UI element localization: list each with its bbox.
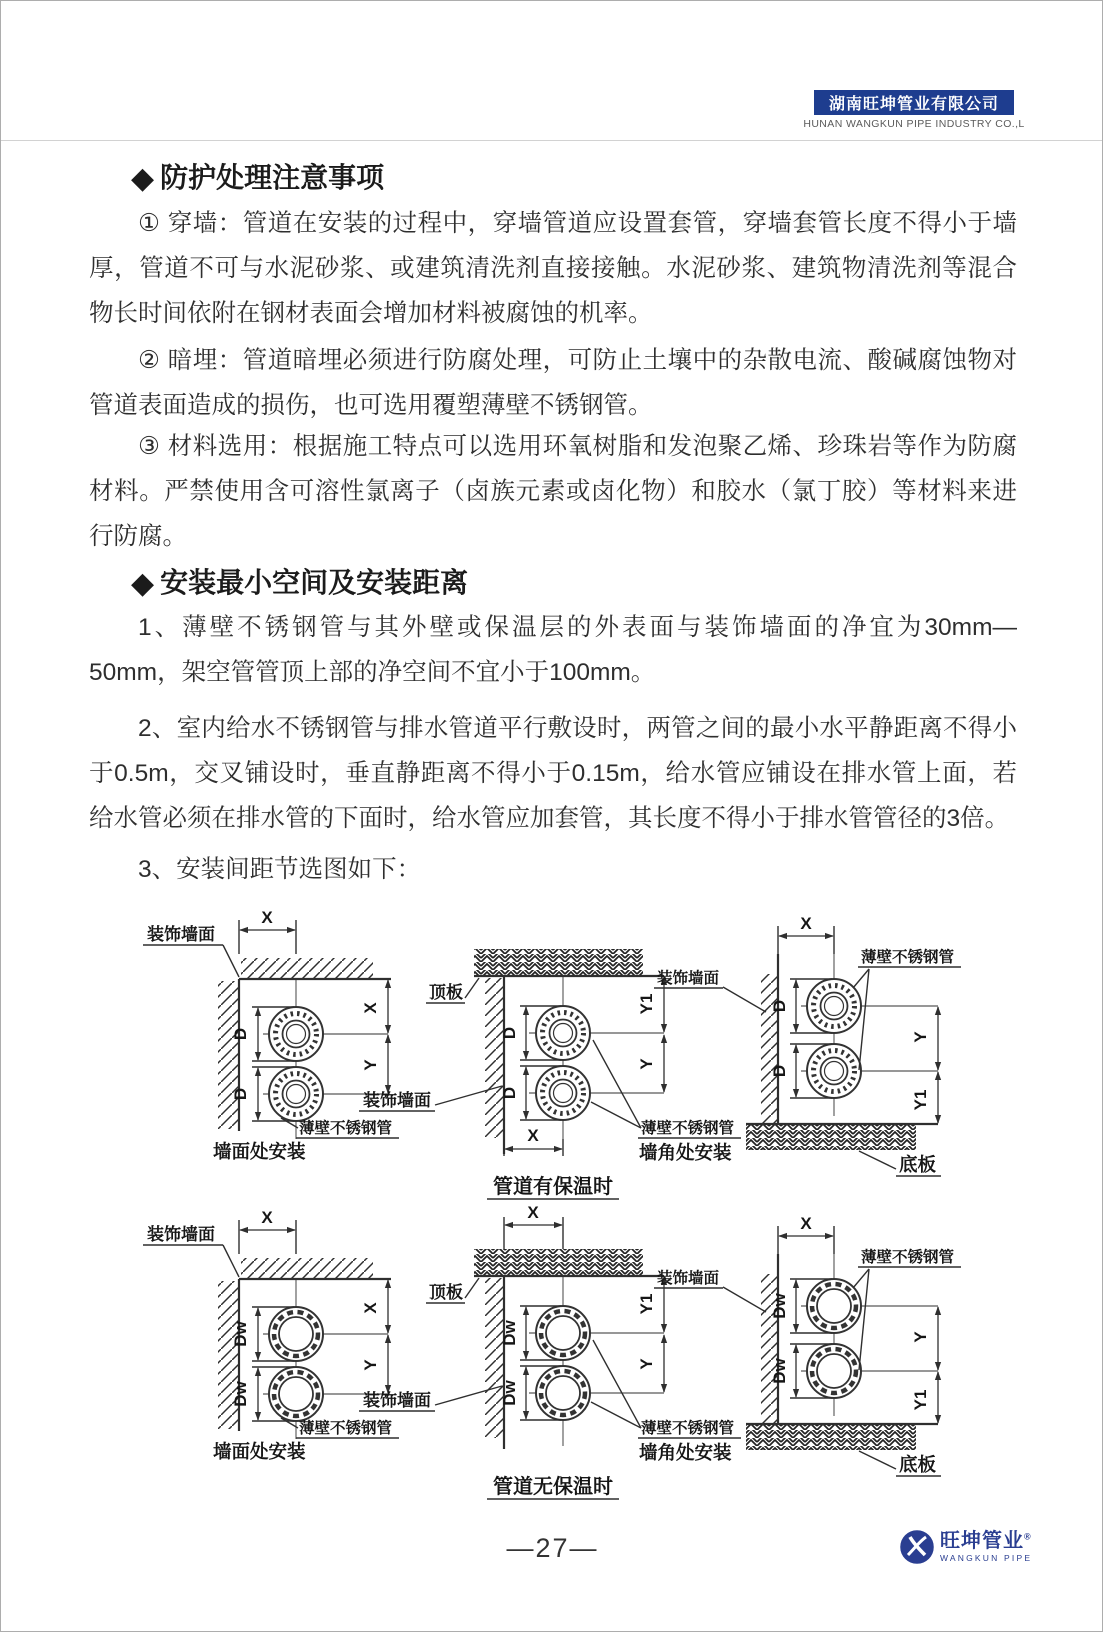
dim-label-dw: Dw xyxy=(770,1293,789,1319)
wall-hatch-left xyxy=(485,1278,504,1438)
bottom-plate-hatch xyxy=(746,1425,916,1450)
paragraph-clearance: 1、薄壁不锈钢管与其外壁或保温层的外表面与装饰墙面的净宜为30mm—50mm，架空管管顶上部的净空间不宜小于100mm。 xyxy=(89,614,1017,686)
dim-label-d: D xyxy=(770,1064,789,1078)
dim-label-y1: Y1 xyxy=(911,1389,930,1411)
dim-label-dw: Dw xyxy=(231,1321,250,1347)
caption-wall-install: 墙面处安装 xyxy=(213,1141,306,1162)
insulated-pipe xyxy=(269,1007,323,1061)
decor-wall-label: 装饰墙面 xyxy=(147,1225,215,1244)
dim-label-x: X xyxy=(800,1214,812,1233)
page-number: —27— xyxy=(506,1533,599,1563)
wall-hatch-left xyxy=(218,981,239,1129)
dim-label-dw: Dw xyxy=(500,1320,519,1346)
diamond-bullet: ◆ xyxy=(131,567,155,600)
dim-label-y: Y xyxy=(637,1058,656,1070)
dim-label-x: X xyxy=(261,1208,273,1227)
caption-corner-install: 墙角处安装 xyxy=(639,1442,732,1463)
pipe-label: 薄壁不锈钢管 xyxy=(861,1249,955,1266)
decor-wall-label: 装饰墙面 xyxy=(657,970,720,987)
paragraph-wall-crossing: ① 穿墙：管道在安装的过程中，穿墙管道应设置套管，穿墙套管长度不得小于墙厚，管道不可与水泥砂浆、或建筑清洗剂直接接触。水泥砂浆、建筑物清洗剂等混合物长时间依附在钢材表面会增加材料被腐蚀的机率。 xyxy=(89,210,1017,327)
dim-label-y: Y xyxy=(361,1059,380,1071)
bare-pipe xyxy=(269,1367,323,1421)
dim-label-dw: Dw xyxy=(500,1380,519,1406)
diamond-bullet: ◆ xyxy=(131,162,155,195)
pipe-label: 薄壁不锈钢管 xyxy=(299,1120,393,1137)
section-title-text: 防护处理注意事项 xyxy=(160,162,385,193)
bare-pipe xyxy=(536,1306,590,1360)
pipe-label: 薄壁不锈钢管 xyxy=(299,1420,393,1437)
paragraph-buried: ② 暗埋：管道暗埋必须进行防腐处理，可防止土壤中的杂散电流、酸碱腐蚀物对管道表面造成的损伤，也可选用覆塑薄壁不锈钢管。 xyxy=(89,347,1017,419)
decor-wall-label: 装饰墙面 xyxy=(657,1270,720,1287)
wall-hatch-top xyxy=(241,958,373,979)
registered-mark: ® xyxy=(1024,1531,1032,1542)
paragraph-material: ③ 材料选用：根据施工特点可以选用环氧树脂和发泡聚乙烯、珍珠岩等作为防腐材料。严禁使用含可溶性氯离子（卤族元素或卤化物）和胶水（氯丁胶）等材料来进行防腐。 xyxy=(89,433,1017,550)
row-caption-uninsulated: 管道无保温时 xyxy=(493,1476,613,1498)
dim-label-d: D xyxy=(231,1087,250,1101)
wall-hatch-left xyxy=(485,978,504,1138)
dim-label-d: D xyxy=(231,1027,250,1041)
wall-hatch-top xyxy=(241,1258,373,1279)
pipe-label: 薄壁不锈钢管 xyxy=(641,1420,735,1437)
dim-label-x: X xyxy=(361,1002,380,1014)
decor-wall-label: 装饰墙面 xyxy=(147,925,215,944)
header-divider xyxy=(1,140,1103,141)
decor-wall-label: 装饰墙面 xyxy=(363,1091,431,1110)
dim-label-y: Y xyxy=(361,1359,380,1371)
top-plate-label: 顶板 xyxy=(429,983,463,1002)
dim-label-y1: Y1 xyxy=(911,1089,930,1111)
bottom-plate-hatch xyxy=(746,1125,916,1150)
bottom-plate-label: 底板 xyxy=(899,1454,937,1475)
bottom-plate-label: 底板 xyxy=(899,1154,937,1175)
dim-label-dw: Dw xyxy=(231,1381,250,1407)
insulated-pipe xyxy=(536,1066,590,1120)
bare-pipe xyxy=(269,1307,323,1361)
top-plate-label: 顶板 xyxy=(429,1283,463,1302)
caption-corner-install: 墙角处安装 xyxy=(639,1142,732,1163)
dim-label-d: D xyxy=(500,1026,519,1040)
caption-wall-install: 墙面处安装 xyxy=(213,1441,306,1462)
dim-label-x: X xyxy=(261,908,273,927)
company-name-en: HUNAN WANGKUN PIPE INDUSTRY CO.,L xyxy=(803,118,1025,130)
insulated-pipe xyxy=(807,1044,861,1098)
pipe-label: 薄壁不锈钢管 xyxy=(861,949,955,966)
paragraph-spacing: 2、室内给水不锈钢管与排水管道平行敷设时，两管之间的最小水平静距离不得小于0.5m，交叉铺设时，垂直静距离不得小于0.15m，给水管应铺设在排水管上面，若给水管必须在排水管的下面时，给水管应加套管，其长度不得小于排水管管径的3倍。 xyxy=(89,715,1017,832)
pipe-label: 薄壁不锈钢管 xyxy=(641,1120,735,1137)
logo-name-en: WANGKUN PIPE xyxy=(940,1553,1033,1564)
diagram-row-uninsulated xyxy=(1,1206,1103,1506)
wall-mount-diagram xyxy=(143,1208,399,1462)
insulated-pipe xyxy=(269,1067,323,1121)
wall-mount-diagram xyxy=(143,908,399,1162)
diagram-row-insulated xyxy=(1,906,1103,1206)
dim-label-dw: Dw xyxy=(770,1358,789,1384)
logo-name-cn: 旺坤管业® xyxy=(940,1530,1032,1553)
company-banner: 湖南旺坤管业有限公司 xyxy=(814,90,1014,115)
dim-label-x: X xyxy=(361,1302,380,1314)
dim-label-y1: Y1 xyxy=(637,993,656,1015)
corner-mount-diagram xyxy=(359,1206,741,1463)
section-title-protection xyxy=(131,156,384,196)
dim-label-d: D xyxy=(500,1086,519,1100)
dim-label-y: Y xyxy=(911,1331,930,1343)
logo-emblem-icon xyxy=(899,1529,935,1565)
dim-label-y: Y xyxy=(637,1358,656,1370)
dim-label-x: X xyxy=(527,1126,539,1145)
wall-hatch-left xyxy=(761,974,778,1124)
dim-label-y1: Y1 xyxy=(637,1293,656,1315)
dim-label-y: Y xyxy=(911,1031,930,1043)
insulated-pipe xyxy=(536,1006,590,1060)
section-title-install-space xyxy=(131,561,468,601)
top-plate-hatch xyxy=(474,1249,643,1276)
top-plate-hatch xyxy=(474,949,643,976)
bare-pipe xyxy=(536,1366,590,1420)
row-caption-insulated: 管道有保温时 xyxy=(493,1176,613,1198)
bare-pipe xyxy=(807,1344,861,1398)
section-title-text: 安装最小空间及安装距离 xyxy=(160,567,469,598)
footer-logo xyxy=(899,1529,1032,1565)
dim-label-x: X xyxy=(800,914,812,933)
dim-label-d: D xyxy=(770,999,789,1013)
dim-label-x: X xyxy=(527,1206,539,1222)
paragraph-figure-intro: 3、安装间距节选图如下： xyxy=(138,856,422,883)
decor-wall-label: 装饰墙面 xyxy=(363,1391,431,1410)
